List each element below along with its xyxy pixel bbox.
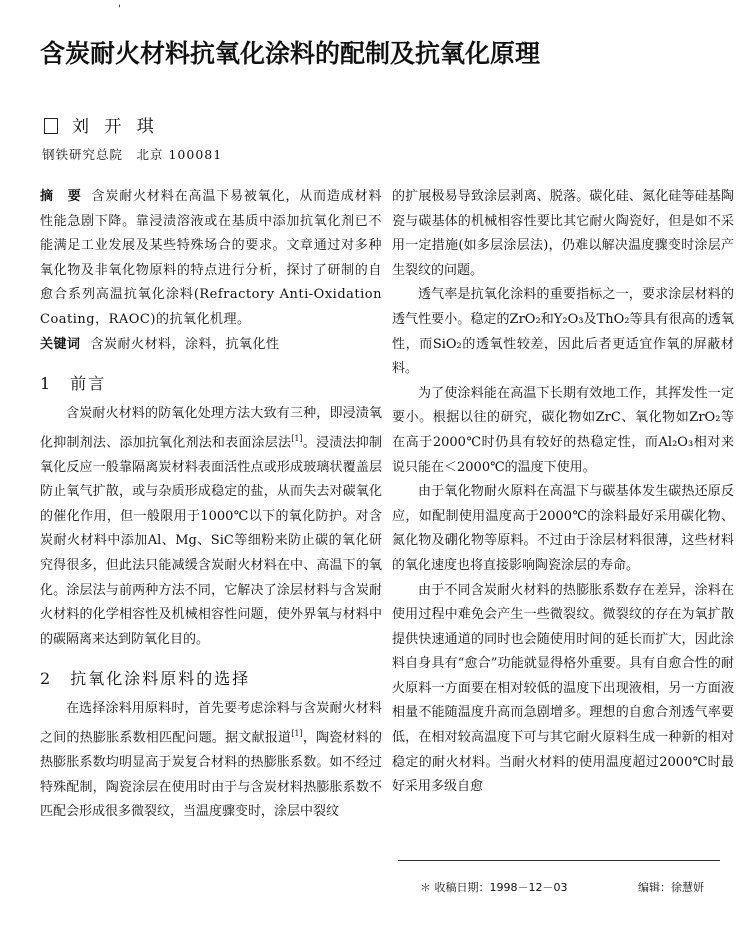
section-2-paragraph	[40, 697, 382, 824]
text-run: ，陶瓷材料的热膨胀系数均明显高于炭复合材料的热膨胀系数。如不经过特殊配制，陶瓷涂层在使用时由于与含炭材料热膨胀系数不匹配会形成很多微裂纹，当温度骤变时，涂层中裂纹	[40, 730, 382, 820]
citation-ref: [1]	[291, 729, 303, 739]
abstract	[40, 185, 382, 333]
scan-mark: '	[118, 4, 121, 15]
left-column	[40, 185, 382, 825]
text-run: 。浸渍法抑制氧化反应一般靠隔离炭材料表面活性点或形成玻璃状覆盖层防止氧气扩散，或与杂质形成稳定的盐，从而失去对碳氧化的催化作用，但一般限用于1000℃以下的氧化防护。对含炭耐火材料中添加Al、Mg、SiC等细粉来防止碳的氧化研究得很多，但此法只能减缓含炭耐火材料在中、高温下的氧化。涂层法与前两种方法不同，它解决了涂层材料与含炭耐火材料的化学相容性及机械相容性问题，使外界氧与材料中的碳隔离来达到防氧化目的。	[40, 435, 382, 647]
abstract-text: 含炭耐火材料在高温下易被氧化，从而造成材料性能急剧下降。靠浸渍溶液或在基质中添加抗氧化剂已不能满足工业发展及某些特殊场合的要求。文章通过对多种氧化物及非氧化物原料的特点进行分析，探讨了研制的自愈合系列高温抗氧化涂料(Refractory Anti-Oxidation Coating，RAOC)的抗氧化机理。	[40, 189, 382, 327]
keywords	[40, 333, 382, 358]
section-1-number: 1	[40, 374, 53, 394]
affiliation: 钢铁研究总院 北京 100081	[42, 147, 223, 162]
paragraph-self-healing: 由于不同含炭耐火材料的热膨胀系数存在差异，涂料在使用过程中难免会产生一些微裂纹。微裂纹的存在为氧扩散提供快速通道的同时也会随使用时间的延长而扩大，因此涂料自身具有“愈合”功能就显得格外重要。具有自愈合性的耐火原料一方面要在相对较低的温度下出现液相，另一方面液相量不能随温度升高而急剧增多。理想的自愈合剂透气率要低，在相对较高温度下可与其它耐火原料生成一种新的相对稳定的耐火材料。当耐火材料的使用温度超过2000℃时最好采用多级自愈	[392, 582, 734, 795]
author-name: 刘 开 琪	[72, 117, 159, 137]
section-2-number: 2	[40, 669, 53, 689]
section-1-title: 前言	[70, 374, 107, 394]
paragraph-carbothermal: 由于氧化物耐火原料在高温下与碳基体发生碳热还原反应，如配制使用温度高于2000℃的涂料最好采用碳化物、氮化物及硼化物等原料。不过由于涂层材料很薄，这些材料的氧化速度也将直接影响陶瓷涂层的寿命。	[392, 484, 734, 573]
paragraph-continued: 的扩展极易导致涂层剥离、脱落。碳化硅、氮化硅等硅基陶瓷与碳基体的机械相容性要比其它耐火陶瓷好，但是如不采用一定措施(如多层涂层法)，仍难以解决温度骤变时涂层产生裂纹的问题。	[392, 189, 734, 278]
keywords-label: 关键词	[40, 336, 81, 352]
paper-title: 含炭耐火材料抗氧化涂料的配制及抗氧化原理	[40, 39, 541, 68]
abstract-label: 摘 要	[40, 189, 82, 204]
text-run: 在选择涂料用原料时，首先要考虑涂料与含炭耐火材料之间的热膨胀系数相匹配问题。据文献报道	[40, 701, 382, 746]
paragraph-permeability: 透气率是抗氧化涂料的重要指标之一，要求涂层材料的透气性要小。稳定的ZrO₂和Y₂O₃及ThO₂等具有很高的透氧性，而SiO₂的透氧性较差，因此后者更适宜作氧的屏蔽材料。	[392, 287, 734, 377]
author-box-icon	[44, 118, 58, 134]
right-column	[392, 185, 734, 800]
keywords-text: 含炭耐火材料，涂料，抗氧化性	[90, 336, 280, 352]
editor-credit: 编辑：徐慧妍	[638, 881, 704, 894]
section-1-paragraph	[40, 402, 382, 652]
paragraph-volatility: 为了使涂料能在高温下长期有效地工作，其挥发性一定要小。根据以往的研究，碳化物如ZrC、氧化物如ZrO₂等在高于2000℃时仍具有较好的热稳定性，而Al₂O₃相对来说只能在＜2000℃的温度下使用。	[392, 385, 734, 475]
section-2-title: 抗氧化涂料原料的选择	[70, 669, 251, 689]
footnote-divider	[398, 860, 720, 861]
citation-ref: [1]	[291, 433, 303, 443]
received-date: ＊ 收稿日期：1998－12－03	[420, 881, 568, 894]
author-line	[44, 112, 159, 137]
section-1-heading	[40, 371, 382, 394]
section-2-heading	[40, 666, 382, 689]
text-run: 含炭耐火材料的防氧化处理方法大致有三种，即浸渍氧化抑制剂法、添加抗氧化剂法和表面涂层法	[40, 406, 382, 451]
